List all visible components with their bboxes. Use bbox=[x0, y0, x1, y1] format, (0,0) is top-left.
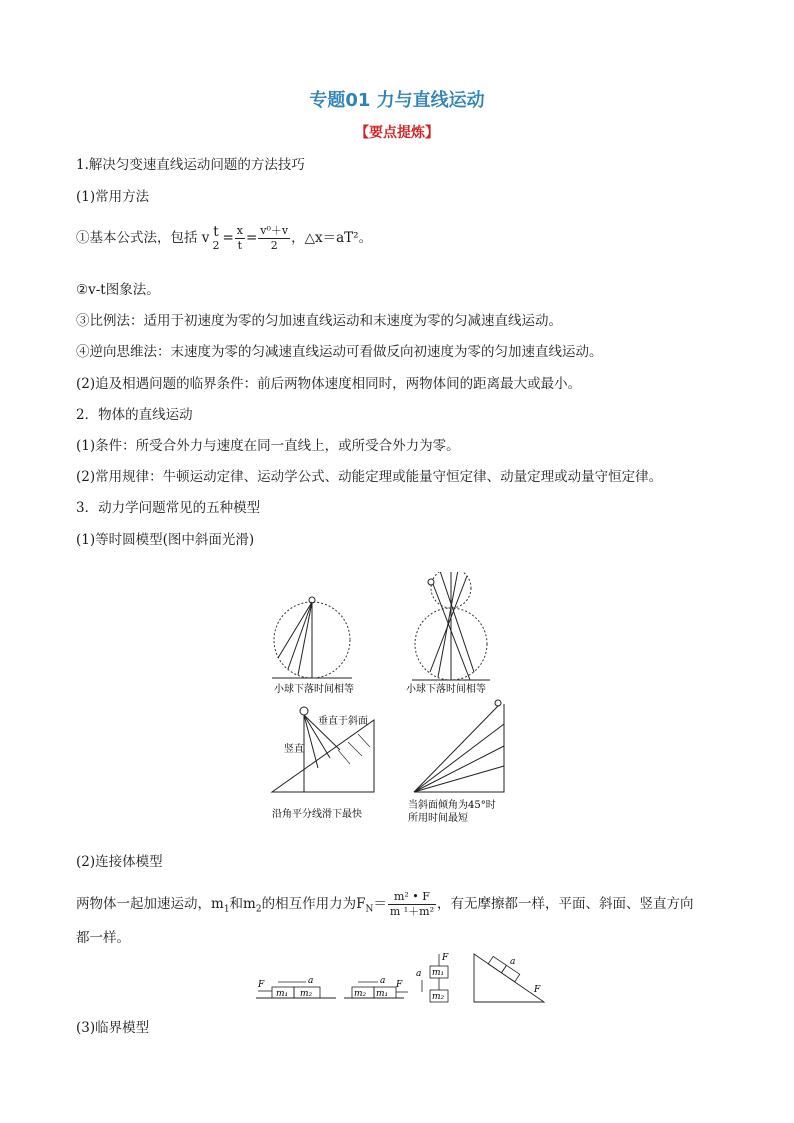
caption-4-line2: 所用时间最短 bbox=[408, 813, 468, 824]
conn-mid: 的相互作用力为F bbox=[261, 896, 366, 912]
section1-sub1: (1)常用方法 bbox=[76, 189, 150, 205]
formula-suffix: ，△x＝aT²。 bbox=[291, 230, 373, 246]
conn-eq: ＝ bbox=[373, 896, 387, 912]
formula-v-num: v⁰＋v bbox=[260, 224, 289, 237]
connected-body-line bbox=[76, 890, 694, 919]
section3-sub3: (3)临界模型 bbox=[76, 1020, 150, 1036]
fig2-F-1: F bbox=[258, 980, 265, 990]
conn-frac-den: m ¹＋m² bbox=[389, 905, 435, 918]
connected-body-line2: 都一样。 bbox=[76, 930, 130, 946]
fig2-m1-2: m₁ bbox=[376, 989, 389, 999]
fig2-F-3: F bbox=[442, 953, 449, 963]
fig2-m1-3: m₁ bbox=[432, 968, 445, 978]
page-title: 专题01 力与直线运动 bbox=[309, 90, 485, 111]
section2-item2: (2)常用规律：牛顿运动定律、运动学公式、动能定理或能量守恒定律、动量定理或动量守恒定律。 bbox=[76, 469, 663, 485]
formula-t-frac bbox=[210, 225, 221, 253]
section-subhead: 【要点提炼】 bbox=[355, 125, 439, 141]
formula-t-den: 2 bbox=[212, 238, 220, 252]
isochronous-circle-figure bbox=[262, 572, 532, 828]
formula-line bbox=[76, 224, 372, 253]
conn-suffix: ，有无摩擦都一样，平面、斜面、竖直方向 bbox=[437, 896, 694, 912]
conn-frac-num: m² • F bbox=[388, 890, 436, 905]
formula-v-frac bbox=[258, 224, 290, 253]
formula-v-den: 2 bbox=[270, 239, 278, 252]
panel-angle-bisector bbox=[272, 707, 374, 792]
formula-x-frac bbox=[235, 224, 245, 253]
section1-sub2: (2)追及相遇问题的临界条件：前后两物体速度相同时，两物体间的距离最大或最小。 bbox=[76, 376, 582, 392]
fig2-F-4: F bbox=[534, 985, 541, 995]
section3-sub2: (2)连接体模型 bbox=[76, 854, 163, 870]
section1-item2: ②v-t图象法。 bbox=[76, 282, 160, 298]
section2-heading: 2．物体的直线运动 bbox=[76, 407, 193, 423]
section1-heading: 1.解决匀变速直线运动问题的方法技巧 bbox=[76, 157, 305, 173]
fig2-m2-1: m₂ bbox=[300, 989, 313, 999]
formula-eq2: = bbox=[245, 230, 258, 246]
fig2-m2-3: m₂ bbox=[432, 992, 445, 1002]
formula-eq1: = bbox=[222, 230, 234, 246]
connected-body-figure bbox=[252, 952, 552, 1012]
caption-1: 小球下落时间相等 bbox=[274, 684, 354, 695]
section3-sub1: (1)等时圆模型(图中斜面光滑) bbox=[76, 532, 255, 548]
fig2-a-1: a bbox=[308, 976, 314, 986]
formula-x-num: x bbox=[236, 224, 243, 237]
conn-and: 和m bbox=[229, 896, 256, 912]
formula-x-den: t bbox=[237, 239, 243, 252]
fig2-m2-2: m₂ bbox=[354, 989, 367, 999]
fig2-a-4: a bbox=[510, 957, 516, 967]
conn-frac bbox=[388, 890, 436, 919]
section3-heading: 3．动力学问题常见的五种模型 bbox=[76, 500, 261, 516]
caption-4-line1: 当斜面倾角为45°时 bbox=[408, 800, 496, 811]
section1-item4: ④逆向思维法：末速度为零的匀减速直线运动可看做反向初速度为零的匀加速直线运动。 bbox=[76, 344, 603, 360]
fig2-F-2: F bbox=[396, 980, 403, 990]
conn-m1-sub: 1 bbox=[223, 904, 230, 915]
conn-N-sub: N bbox=[365, 904, 374, 915]
formula-prefix: ①基本公式法，包括 bbox=[76, 230, 198, 246]
section1-item3: ③比例法：适用于初速度为零的匀加速直线运动和末速度为零的匀减速直线运动。 bbox=[76, 313, 562, 329]
panel-45-degree bbox=[414, 700, 504, 792]
conn-m2-sub: 2 bbox=[255, 904, 262, 915]
label-perpendicular: 垂直于斜面 bbox=[318, 716, 368, 727]
caption-2: 小球下落时间相等 bbox=[406, 684, 486, 695]
panel-two-circles bbox=[412, 572, 490, 680]
caption-3: 沿角平分线滑下最快 bbox=[272, 809, 362, 820]
panel-circle-top bbox=[272, 597, 352, 678]
label-vertical: 竖直 bbox=[284, 744, 304, 755]
fig2-a-2: a bbox=[380, 976, 386, 986]
conn-prefix: 两物体一起加速运动，m bbox=[76, 896, 224, 912]
section2-item1: (1)条件：所受合外力与速度在同一直线上，或所受合外力为零。 bbox=[76, 438, 460, 454]
formula-t: t bbox=[213, 223, 219, 240]
fig2-a-3: a bbox=[416, 969, 422, 979]
fig2-m1-1: m₁ bbox=[276, 989, 289, 999]
formula-v: v bbox=[201, 230, 210, 246]
